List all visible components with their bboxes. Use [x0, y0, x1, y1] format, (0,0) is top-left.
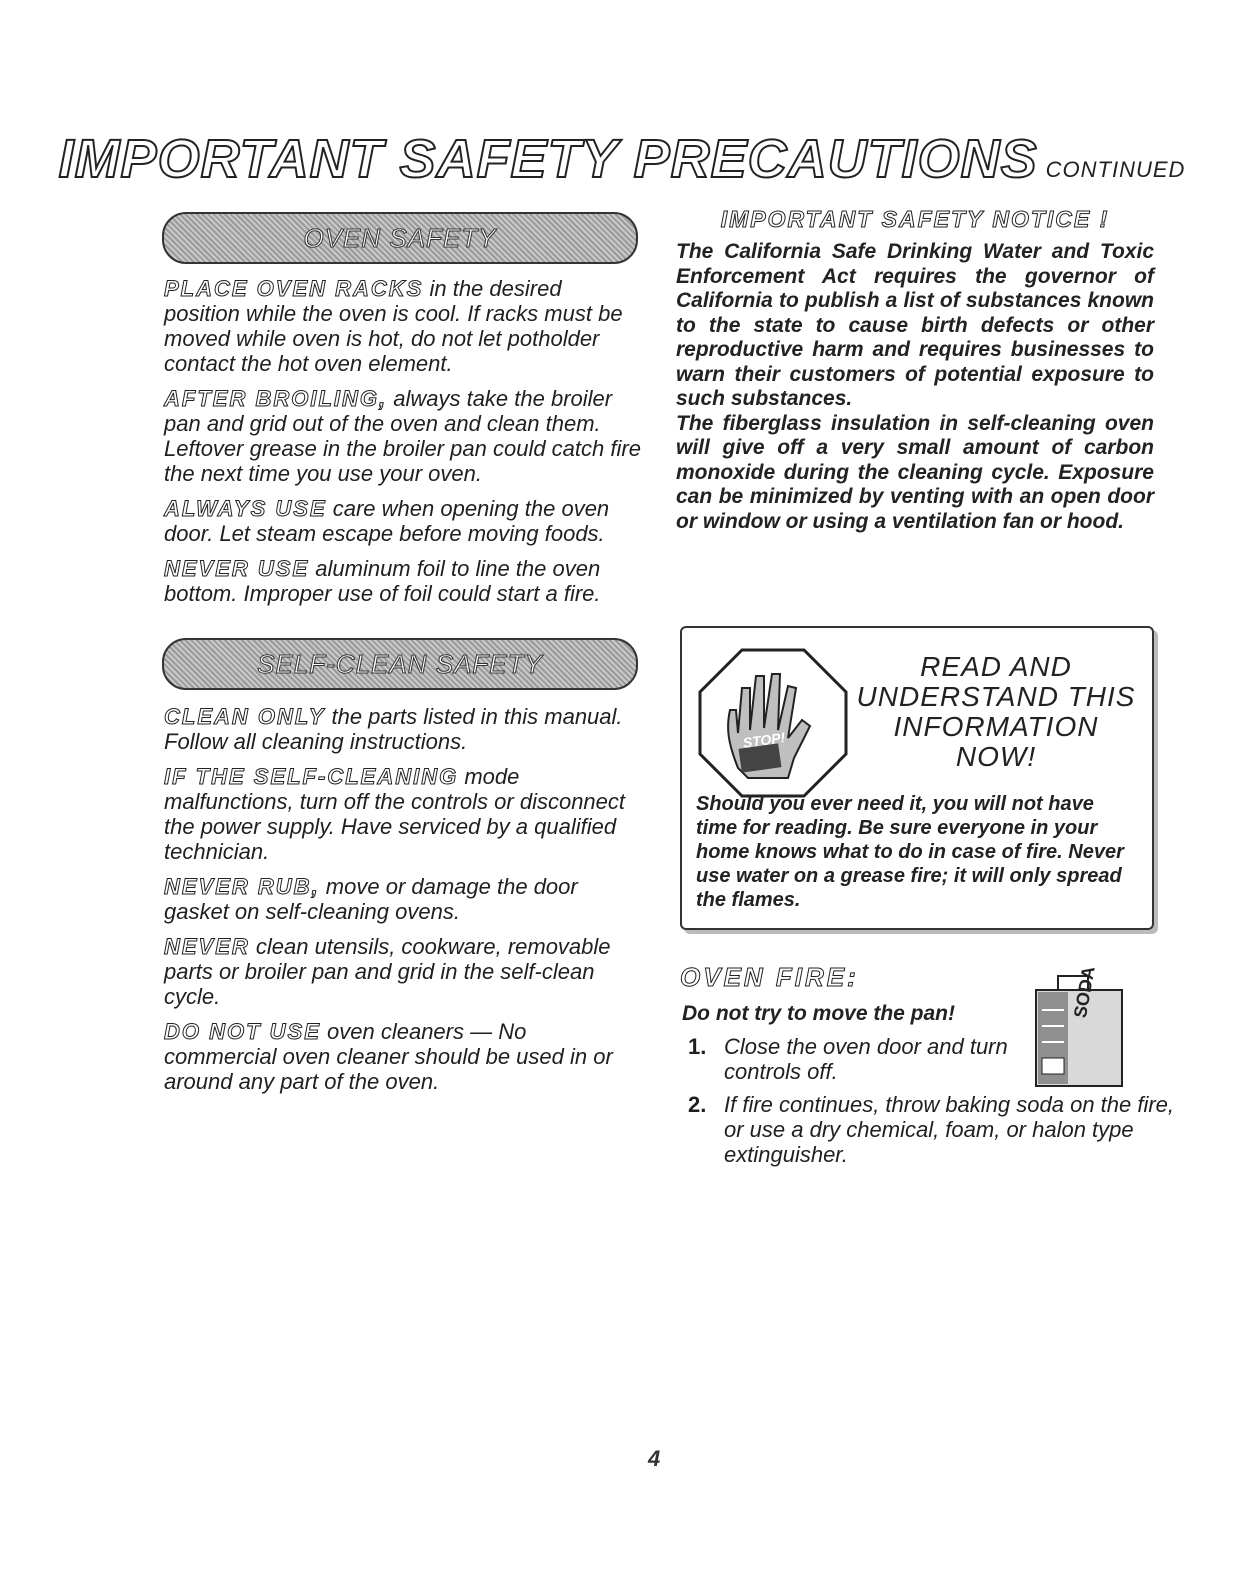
notice-text — [676, 240, 1154, 534]
notice-paragraph: The fiberglass insulation in self-cleaning oven will give off a very small amount of carbon monoxide during the cleaning cycle. Exposure can be minimized by venting with an open door or window or using a ventilation fan or hood. — [676, 411, 1154, 533]
notice-paragraph: The California Safe Drinking Water and Toxic Enforcement Act requires the governor of California to publish a list of substances known to the state to cause birth defects or other reproductive harm and requires businesses to warn their customers of potential exposure to such substances. — [676, 240, 1154, 410]
oven-safety-item: AFTER BROILING, always take the broiler pan and grid out of the oven and clean them. Leftover grease in the broiler pan could catch fire the next time you use your oven. — [164, 386, 641, 486]
self-clean-item: CLEAN ONLY the parts listed in this manual. Follow all cleaning instructions. — [164, 704, 623, 754]
title-text: IMPORTANT SAFETY PRECAUTIONS — [58, 129, 1038, 189]
oven-safety-banner — [162, 212, 638, 264]
page-number: 4 — [648, 1446, 661, 1471]
oven-safety-item: NEVER USE aluminum foil to line the oven bottom. Improper use of foil could start a fire. — [164, 556, 601, 606]
stop-label: STOP! — [741, 729, 787, 751]
page-title — [0, 128, 1244, 190]
oven-safety-item: PLACE OVEN RACKS in the desired position while the oven is cool. If racks must be moved while oven is hot, do not let potholder contact the hot oven element. — [164, 276, 623, 376]
self-clean-item: IF THE SELF-CLEANING mode malfunctions, turn off the controls or disconnect the power supply. Have serviced by a qualified technician. — [164, 764, 626, 864]
oven-safety-item: ALWAYS USE care when opening the oven door. Let steam escape before moving foods. — [164, 496, 610, 546]
self-clean-safety-heading: SELF-CLEAN SAFETY — [257, 648, 543, 679]
oven-safety-heading: OVEN SAFETY — [303, 222, 497, 253]
oven-fire-heading: OVEN FIRE: — [680, 962, 859, 992]
read-box-heading: READ AND UNDERSTAND THIS INFORMATION NOW! — [856, 651, 1136, 772]
oven-safety-list — [164, 276, 642, 616]
self-clean-safety-list — [164, 704, 642, 1104]
title-continued: CONTINUED — [1045, 157, 1186, 182]
fire-step: 2. If fire continues, throw baking soda on the fire, or use a dry chemical, foam, or halon type extinguisher. — [688, 1092, 1175, 1167]
self-clean-item: NEVER clean utensils, cookware, removable parts or broiler pan and grid in the self-clean cycle. — [164, 934, 611, 1009]
stop-hand-icon — [698, 648, 848, 798]
read-box-body: Should you ever need it, you will not have time for reading. Be sure everyone in your home knows what to do in case of fire. Never use water on a grease fire; it will only spread the flames. — [696, 793, 1124, 911]
notice-heading: IMPORTANT SAFETY NOTICE ! — [720, 206, 1110, 232]
read-information-box — [680, 626, 1154, 930]
fire-step: 1. Close the oven door and turn controls off. — [688, 1034, 1008, 1084]
self-clean-item: DO NOT USE oven cleaners — No commercial oven cleaner should be used in or around any part of the oven. — [164, 1019, 613, 1094]
self-clean-safety-banner — [162, 638, 638, 690]
oven-fire-subheading: Do not try to move the pan! — [682, 1002, 955, 1025]
soda-label: SODA — [1070, 964, 1099, 1020]
self-clean-item: NEVER RUB, move or damage the door gasket on self-cleaning ovens. — [164, 874, 578, 924]
